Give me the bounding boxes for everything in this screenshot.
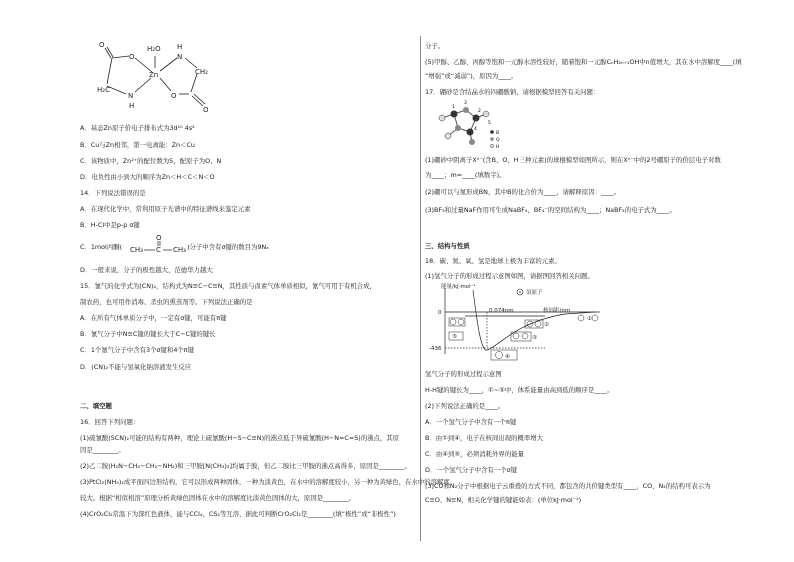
q13-option-d: D．电负性由小到大的顺序为Zn＜H＜C＜N＜O — [80, 173, 215, 181]
q18-part1-question: H-H键的键长为____，①~⑤中，体系能量由高到低的顺序是____。 — [425, 386, 614, 394]
zinc-complex-structure — [85, 36, 235, 116]
q14-option-c-end: )分子中含有σ键的数目为9Nₐ — [187, 243, 269, 251]
legend-hydrogen: H — [496, 145, 500, 150]
model-label-4: 4 — [474, 127, 477, 132]
q15-option-b: B．氰气分子中N≡C键的键长大于C−C键的键长 — [80, 330, 216, 338]
chart-min: -436 — [429, 346, 442, 352]
section-fill-in: 二、填空题 — [80, 402, 112, 410]
q18-stem: 18．碳、氮、氧、氢是地球上极为丰富的元素。 — [425, 257, 561, 265]
legend-oxygen: O — [496, 138, 500, 143]
water-label: H₂O — [147, 45, 161, 53]
borate-ball-stick-model — [430, 100, 510, 150]
q14-option-d: D．一般来说，分子的极性越大，范德华力越大 — [80, 266, 213, 274]
q17-stem: 17．硼砂是含结晶水的四硼酸钠，请根据模型回答有关问题： — [425, 88, 600, 96]
q13-option-a: A．基态Zn原子价电子排布式为3d¹⁰ 4s² — [80, 124, 195, 132]
q15-stem-1: 15．氰气的化学式为(CN)₂，结构式为N≡C−C≡N，其性质与卤素气体单质相似，氰气可用于有机合成， — [80, 282, 376, 290]
q18-part2-option-a: A．一个氢气分子中含有一个π键 — [425, 418, 517, 426]
q14-option-c-start: C．1mol丙酮( — [80, 243, 123, 251]
stage-label-3: ③ — [532, 335, 537, 341]
nitrogen-label-2: N — [128, 92, 134, 100]
chart-x-label: 核间距/nm — [543, 308, 571, 314]
acetone-oxygen: O — [156, 234, 162, 242]
q15-option-a: A．在所有气体单质分子中，一定有σ键，可能有π键 — [80, 314, 227, 322]
q16-part4: (4)CrO₂Cl₂常温下为深红色液体，能与CCl₄、CS₂等互溶，据此可判断CrO₂Cl₂是________(填“极性”或“非极性”) — [80, 510, 396, 518]
hydrogen-label-1: H — [177, 43, 183, 51]
oxygen-label-1: O — [99, 41, 105, 49]
acetone-ch3-right: CH₃ — [173, 246, 186, 254]
stage-label-1: ① — [587, 316, 592, 322]
q18-part2-option-c: C．由④到⑤，必须消耗外界的能量 — [425, 450, 524, 458]
ch2-label-2: CH₂ — [195, 68, 208, 76]
stage-label-5: ⑤ — [452, 334, 457, 340]
q17-part2: (2)硼可以与氮形成BN，其中B的化合价为____，请解释原因：____。 — [425, 188, 621, 196]
q18-part3-b: C≡O、N≡N，相关化学键的键能如表：(单位kJ·mol⁻¹) — [425, 496, 582, 504]
q16-stem: 16．回答下列问题： — [80, 418, 140, 426]
q16-part3-a: (3)PtCl₂(NH₃)₂成平面四边形结构，它可以形成两种固体，一种为淡黄色，在水中的溶解度较小，另一种为黄绿色，在水中的溶解度 — [80, 478, 450, 486]
q14-stem: 14．下列说法错误的是 — [80, 189, 146, 197]
q15-option-c: C．1个氰气分子中含有3个σ键和4个π键 — [80, 346, 195, 354]
chart-zero: 0 — [438, 310, 442, 316]
q16-part1-b: 因是________。 — [80, 446, 125, 454]
q17-part1-b: 为____；m=____(填数字)。 — [425, 171, 506, 179]
nitrogen-label-1: N — [177, 53, 183, 61]
q14-option-b: B．H-Cl中是p-p σ键 — [80, 221, 140, 229]
model-label-1: 1 — [452, 105, 455, 110]
acetone-carbon: C — [156, 246, 161, 254]
q18-part2-option-b: B．由①到④，电子在核间出现的概率增大 — [425, 434, 544, 442]
q14-option-a: A．在现代化学中，常利用原子光谱中的特征谱线来鉴定元素 — [80, 205, 251, 213]
q17-part1-a: (1)硼砂中阴离子Xⁿ⁻(含B、O、H三种元素)的球棍模型如图所示，则在Xⁿ⁻中的2号硼原子的价层电子对数 — [425, 156, 721, 164]
legend-boron: B — [496, 131, 500, 136]
q16-part5-a: (5)甲醇、乙醇、丙醇等饱和一元醇水溶性较好，随着饱和一元醇CₙH₂ₙ₊₁OH中n值增大，其在水中溶解度____(填 — [425, 58, 742, 66]
h2-energy-diagram — [425, 282, 615, 368]
stage-label-2: ② — [544, 322, 549, 328]
q13-option-c: C．该物质中，Zn²⁺的配位数为5，配原子为O、N — [80, 157, 222, 165]
model-label-3: 3 — [464, 101, 467, 106]
q16-part5-b: “增强”或“减弱”)，原因为____。 — [425, 72, 518, 80]
acetone-ch3-left: CH₃ — [130, 246, 143, 254]
q18-part1: (1)氢气分子的形成过程示意图如图，请据图回答相关问题。 — [425, 272, 594, 280]
chart-y-label: 能量/kJ·mol⁻¹ — [441, 284, 476, 290]
q18-part2-option-d: D．一个氢气分子中含有一个σ键 — [425, 466, 518, 474]
chart-legend: 氢原子 — [526, 290, 543, 296]
q16-part3-b: 较大。根据“相似相溶”原理分析黄绿色固体在水中的溶解度比淡黄色固体的大，原因是________。 — [80, 494, 356, 502]
q15-stem-2: 制农药，也可用作消毒、杀虫的熏蒸剂等。下列说法正确的是 — [80, 298, 253, 306]
chart-caption: 氢气分子的形成过程示意图 — [425, 370, 502, 378]
q16-part1-a: (1)硫氰酸(SCN)₂可能的结构有两种，理论上硫氰酸(H−S−C≡N)的沸点低于异硫氰酸(H−N=C=S)的沸点，其原 — [80, 434, 400, 442]
section-structure: 三、结构与性质 — [425, 242, 470, 250]
model-label-2: 2 — [478, 109, 481, 114]
q15-option-d: D．(CN)₂不能与氢氧化钠溶液发生反应 — [80, 363, 192, 371]
acetone-structure — [128, 232, 188, 258]
q16-part2: (2)乙二胺(H₂N−CH₂−CH₂−NH₂)和三甲胺[N(CH₃)₃]均属于胺，但乙二胺比三甲胺的沸点高得多，原因是________。 — [80, 462, 411, 470]
oxygen-label-2: O — [129, 53, 135, 61]
q13-option-b: B．Cu与Zn相邻，第一电离能：Zn＜Cu — [80, 141, 195, 149]
hydrogen-label-2: H — [129, 102, 135, 110]
column-divider — [420, 36, 421, 541]
model-label-5: 5 — [488, 121, 491, 126]
chart-bond-length: 0.074nm — [489, 308, 514, 314]
q16-part4-end: 分子。 — [425, 42, 445, 50]
q18-part2-stem: (2)下列说法正确的是____。 — [425, 402, 505, 410]
oxygen-label-3: O — [171, 92, 177, 100]
zinc-label: Zn — [149, 71, 159, 79]
q17-part3: (3)BF₃和过量NaF作用可生成NaBF₄，BF₄⁻的空间结构为____；NaBF₄的电子式为____。 — [425, 206, 676, 214]
oxygen-label-4: O — [203, 106, 209, 114]
stage-label-4: ④ — [505, 354, 510, 360]
q18-part3-a: (3)CO和N₂分子中根据电子云重叠的方式不同，都包含的共价键类型有____，CO、N₂的结构可表示为 — [425, 482, 711, 490]
ch2-label-1: H₂C — [97, 86, 110, 94]
